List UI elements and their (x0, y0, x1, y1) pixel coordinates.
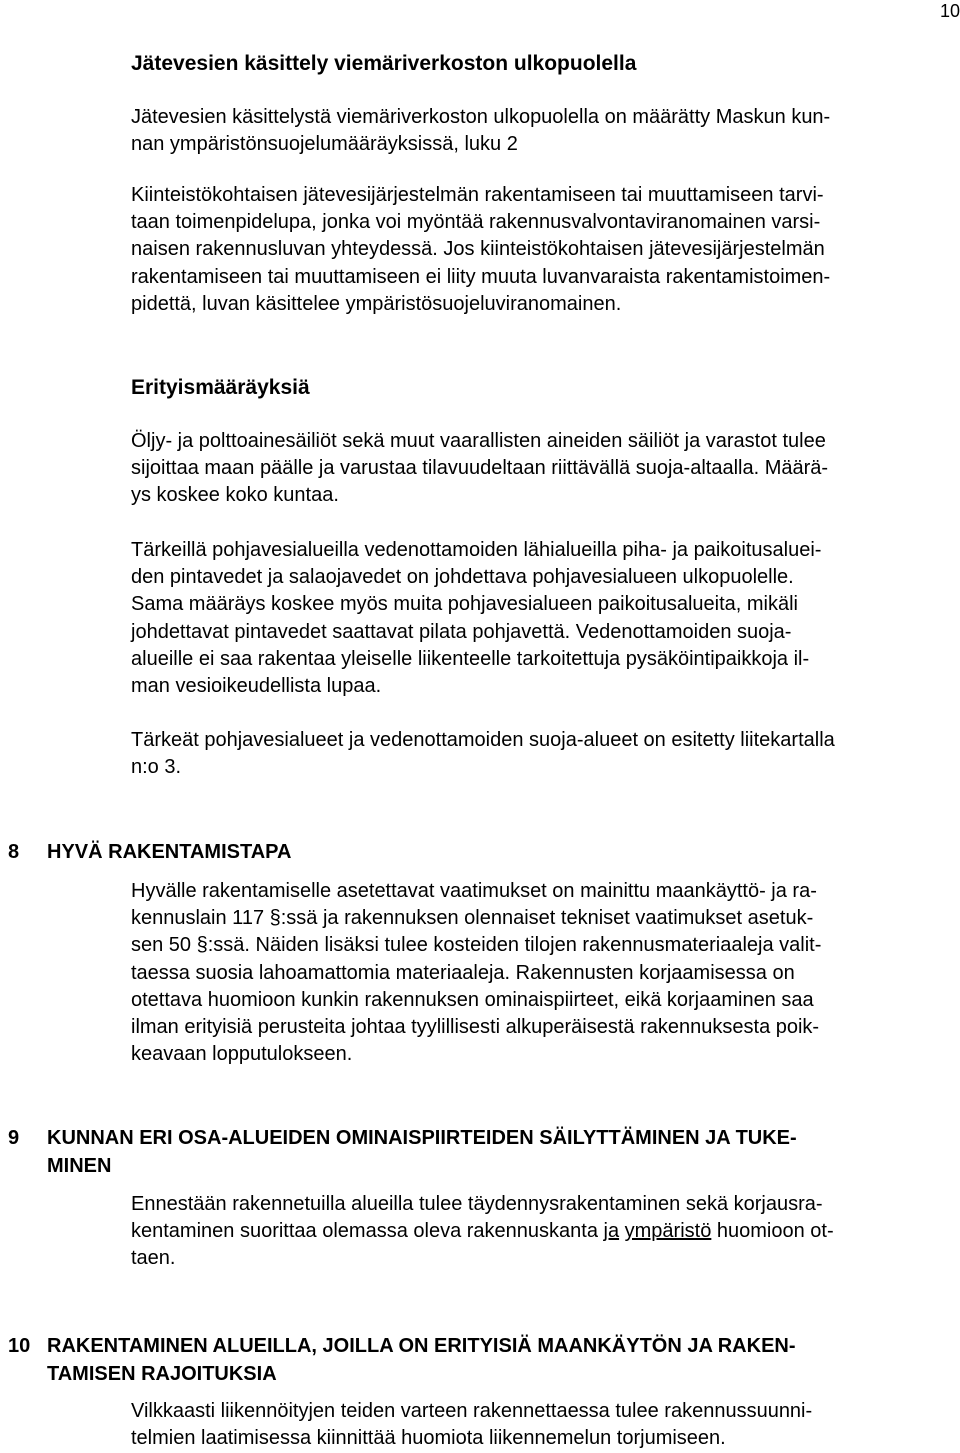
text-line: pidettä, luvan käsittelee ympäristösuojeluviranomainen. (131, 292, 622, 315)
text-line: Sama määräys koskee myös muita pohjavesialueen paikoitusalueita, mikäli (131, 593, 798, 616)
title-line: TAMISEN RAJOITUKSIA (47, 1362, 277, 1385)
text-line: telmien laatimisessa kiinnittää huomiota liikennemelun torjumiseen. (131, 1427, 726, 1450)
text-line: Ennestään rakennetuilla alueilla tulee täydennysrakentaminen sekä korjausra- (131, 1193, 823, 1215)
text-run: huomioon ot- (711, 1220, 834, 1243)
special-regulations-heading: Erityismääräyksiä (131, 376, 310, 399)
text-line: sijoittaa maan päälle ja varustaa tilavuudeltaan riittävällä suoja-altaalla. Määrä- (131, 457, 829, 480)
text-line: sen 50 §:ssä. Näiden lisäksi tulee kosteiden tilojen rakennusmateriaaleja valit- (131, 934, 822, 957)
section-8-title (47, 839, 291, 867)
wastewater-heading: Jätevesien käsittely viemäriverkoston ulkopuolella (131, 52, 637, 75)
text-line: nan ympäristönsuojelumääräyksissä, luku 2 (131, 133, 518, 156)
section-8-body (131, 878, 821, 1068)
text-line: taan toimenpidelupa, jonka voi myöntää rakennusvalvontaviranomainen varsi- (131, 211, 821, 234)
special-paragraph-1 (131, 428, 828, 510)
text-run: kentaminen suorittaa olemassa oleva rakennuskanta (131, 1220, 604, 1243)
text-line: ys koskee koko kuntaa. (131, 484, 339, 507)
section-10-body (131, 1398, 812, 1452)
wastewater-paragraph-1 (131, 104, 830, 158)
text-line: rakentamiseen tai muuttamiseen ei liity muuta luvanvaraista rakentamistoimen- (131, 265, 831, 288)
special-paragraph-2 (131, 537, 821, 700)
page-number: 10 (939, 1, 960, 21)
section-9-title (47, 1125, 797, 1180)
title-line: MINEN (47, 1154, 112, 1177)
section-10-number: 10 (8, 1335, 31, 1357)
text-line: johdettavat pintavedet saattavat pilata pohjavettä. Vedenottamoiden suoja- (131, 620, 792, 643)
text-line: n:o 3. (131, 756, 182, 779)
text-line: keavaan lopputulokseen. (131, 1043, 353, 1066)
title-line: KUNNAN ERI OSA-ALUEIDEN OMINAISPIIRTEIDEN SÄILYTTÄMINEN JA TUKE- (47, 1127, 797, 1149)
title-line: HYVÄ RAKENTAMISTAPA (47, 841, 292, 863)
text-line: Vilkkaasti liikennöityjen teiden varteen rakennettaessa tulee rakennussuunni- (131, 1400, 813, 1422)
text-line: ilman erityisiä perusteita johtaa tyylillisesti alkuperäisestä rakennuksesta poik- (131, 1016, 820, 1039)
text-line: otettava huomioon kunkin rakennuksen ominaispiirteet, eikä korjaaminen saa (131, 988, 814, 1011)
text-line: Jätevesien käsittelystä viemäriverkoston ulkopuolella on määrätty Maskun kun- (131, 106, 831, 128)
wastewater-paragraph-2 (131, 182, 830, 318)
section-9-number: 9 (8, 1127, 20, 1149)
section-9-body (131, 1191, 834, 1273)
section-10-title (47, 1333, 796, 1388)
text-line: taen. (131, 1247, 176, 1270)
underlined-text: ympäristö (624, 1220, 712, 1243)
title-line: RAKENTAMINEN ALUEILLA, JOILLA ON ERITYISIÄ MAANKÄYTÖN JA RAKEN- (47, 1335, 796, 1357)
text-line: kennuslain 117 §:ssä ja rakennuksen olennaiset tekniset vaatimukset asetuk- (131, 907, 814, 930)
text-line: Öljy- ja polttoainesäiliöt sekä muut vaarallisten aineiden säiliöt ja varastot tulee (131, 430, 826, 452)
underlined-text: ja (603, 1220, 620, 1243)
text-line: alueille ei saa rakentaa yleiselle liikenteelle tarkoitettuja pysäköintipaikkoja il- (131, 647, 810, 670)
text-line: Hyvälle rakentamiselle asetettavat vaatimukset on mainittu maankäyttö- ja ra- (131, 880, 817, 902)
text-line: taessa suosia lahoamattomia materiaaleja. Rakennusten korjaamisessa on (131, 961, 795, 984)
text-line: Kiinteistökohtaisen jätevesijärjestelmän rakentamiseen tai muuttamiseen tarvi- (131, 184, 824, 206)
special-paragraph-3 (131, 727, 835, 781)
section-8-number: 8 (8, 841, 20, 863)
text-line: den pintavedet ja salaojavedet on johdettava pohjavesialueen ulkopuolelle. (131, 566, 794, 589)
text-line (131, 1218, 834, 1245)
text-line: man vesioikeudellista lupaa. (131, 675, 382, 698)
text-line: Tärkeät pohjavesialueet ja vedenottamoiden suoja-alueet on esitetty liitekartalla (131, 729, 835, 751)
text-line: naisen rakennusluvan yhteydessä. Jos kiinteistökohtaisen jätevesijärjestelmän (131, 238, 825, 261)
text-line: Tärkeillä pohjavesialueilla vedenottamoiden lähialueilla piha- ja paikoitusaluei- (131, 539, 822, 561)
